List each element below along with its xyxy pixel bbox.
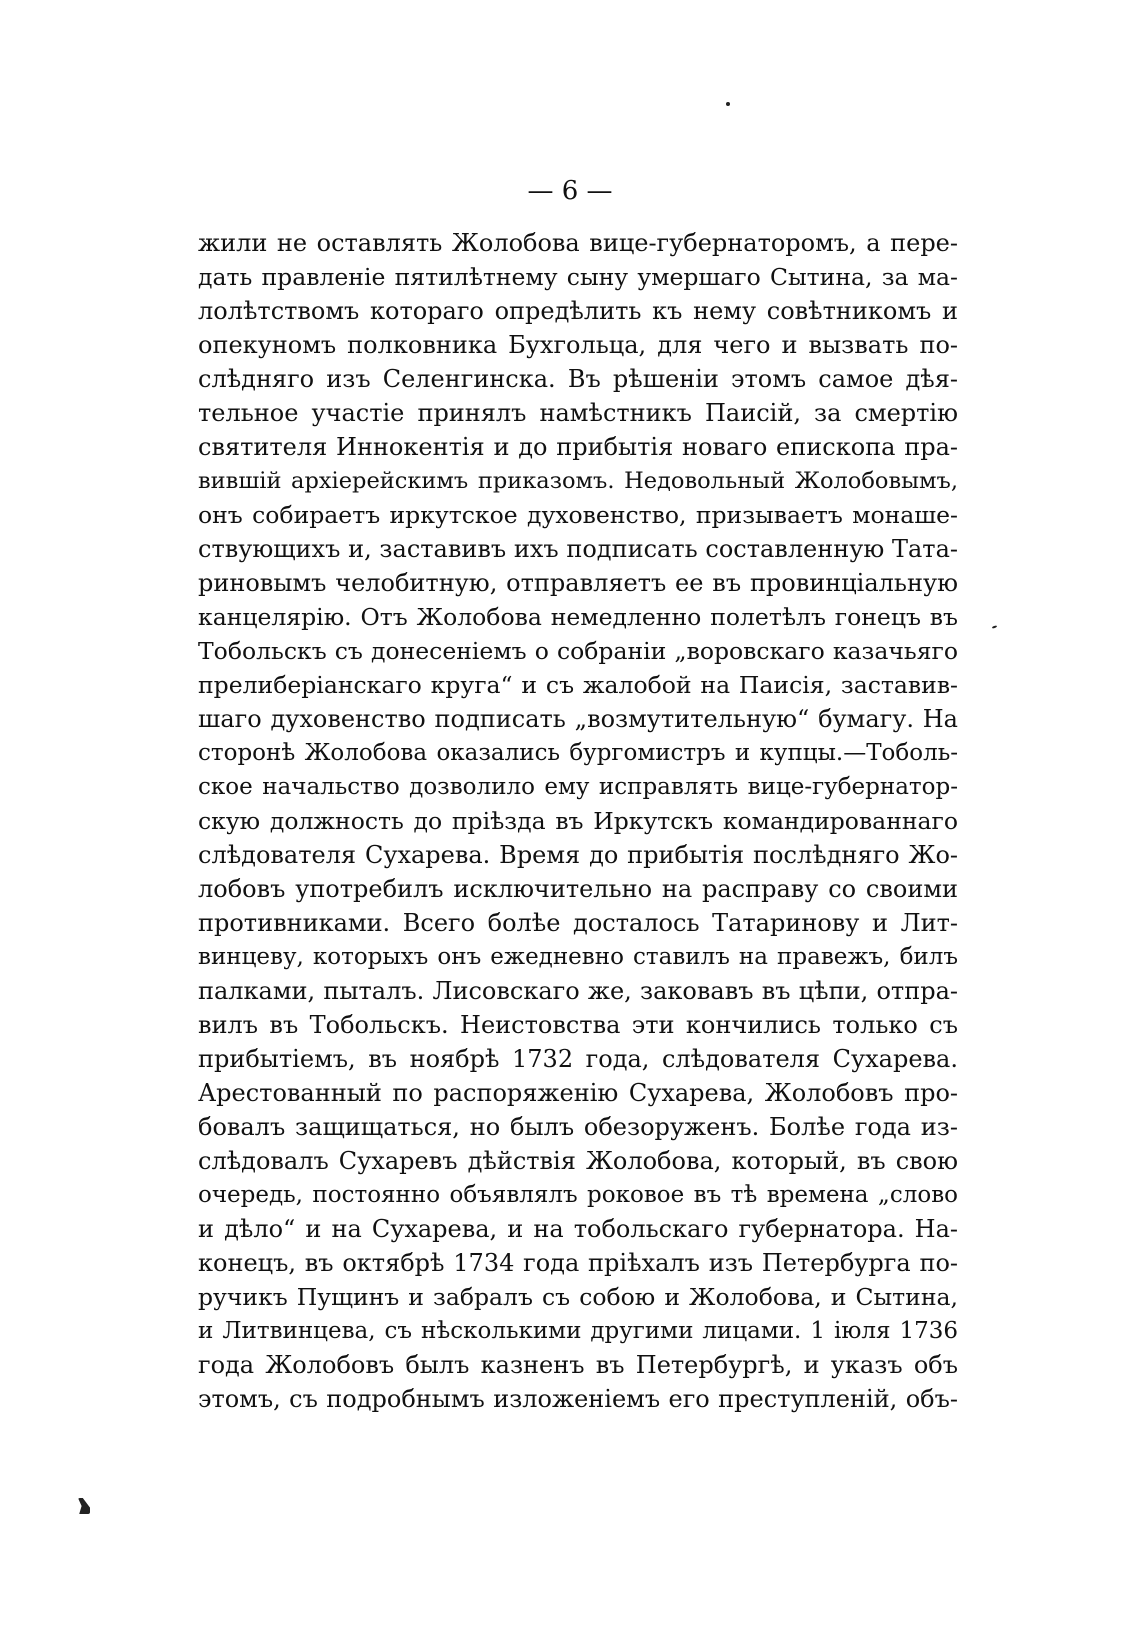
text-line: Тобольскъ съ донесеніемъ о собраніи „воровскаго казачьяго <box>198 637 958 665</box>
text-line: вилъ въ Тобольскъ. Неистовства эти кончились только съ <box>198 1011 958 1039</box>
text-line: онъ собираетъ иркутское духовенство, призываетъ монаше- <box>198 501 958 529</box>
ink-speck <box>992 625 997 629</box>
text-line: бовалъ защищаться, но былъ обезоруженъ. Болѣе года из- <box>198 1113 958 1141</box>
text-line: противниками. Всего болѣе досталось Татаринову и Лит- <box>198 909 958 937</box>
text-line: прибытіемъ, въ ноябрѣ 1732 года, слѣдователя Сухарева. <box>198 1045 958 1073</box>
page-number: — 6 — <box>527 176 613 206</box>
text-line: риновымъ челобитную, отправляетъ ее въ провинціальную <box>198 569 958 597</box>
body-text <box>198 226 958 1416</box>
ink-mark <box>78 1498 90 1514</box>
text-line: вившій архіерейскимъ приказомъ. Недовольный Жолобовымъ, <box>198 468 958 494</box>
text-line: канцелярію. Отъ Жолобова немедленно полетѣлъ гонецъ въ <box>198 603 958 631</box>
text-line: прелиберіанскаго круга“ и съ жалобой на Паисія, заставив- <box>198 671 958 699</box>
text-line: жили не оставлять Жолобова вице-губернаторомъ, а пере- <box>198 229 958 257</box>
text-line: ское начальство дозволило ему исправлять вице-губернатор- <box>198 774 958 800</box>
text-line: скую должность до пріѣзда въ Иркутскъ командированнаго <box>198 807 958 835</box>
text-line: ствующихъ и, заставивъ ихъ подписать составленную Тата- <box>198 535 958 563</box>
text-line: опекуномъ полковника Бухгольца, для чего и вызвать по- <box>198 331 958 359</box>
text-line: тельное участіе принялъ намѣстникъ Паисій, за смертію <box>198 399 958 427</box>
text-line: слѣдовалъ Сухаревъ дѣйствія Жолобова, который, въ свою <box>198 1147 958 1175</box>
text-line: и дѣло“ и на Сухарева, и на тобольскаго губернатора. На- <box>198 1215 958 1243</box>
text-line: слѣдователя Сухарева. Время до прибытія послѣдняго Жо- <box>198 841 958 869</box>
text-line: палками, пыталъ. Лисовскаго же, заковавъ въ цѣпи, отпра- <box>198 977 958 1005</box>
text-line: дать правленіе пятилѣтнему сыну умершаго Сытина, за ма- <box>198 263 958 291</box>
ink-speck <box>726 102 730 106</box>
text-line: сторонѣ Жолобова оказались бургомистръ и купцы.—Тоболь- <box>198 740 958 766</box>
text-line: лолѣтствомъ котораго опредѣлить къ нему совѣтникомъ и <box>198 297 958 325</box>
text-line: очередь, постоянно объявлялъ роковое въ тѣ времена „слово <box>198 1182 958 1208</box>
text-line: святителя Иннокентія и до прибытія новаго епископа пра- <box>198 433 958 461</box>
text-line: шаго духовенство подписать „возмутительную“ бумагу. На <box>198 705 958 733</box>
text-line: винцеву, которыхъ онъ ежедневно ставилъ на правежъ, билъ <box>198 944 958 970</box>
text-line: ручикъ Пущинъ и забралъ съ собою и Жолобова, и Сытина, <box>198 1283 958 1311</box>
text-line: этомъ, съ подробнымъ изложеніемъ его преступленій, объ- <box>198 1385 958 1413</box>
text-line: конецъ, въ октябрѣ 1734 года пріѣхалъ изъ Петербурга по- <box>198 1249 958 1277</box>
text-line: и Литвинцева, съ нѣсколькими другими лицами. 1 іюля 1736 <box>198 1318 958 1344</box>
text-line: лобовъ употребилъ исключительно на расправу со своими <box>198 875 958 903</box>
text-line: Арестованный по распоряженію Сухарева, Жолобовъ про- <box>198 1079 958 1107</box>
text-line: года Жолобовъ былъ казненъ въ Петербургѣ, и указъ объ <box>198 1351 958 1379</box>
text-line: слѣдняго изъ Селенгинска. Въ рѣшеніи этомъ самое дѣя- <box>198 365 958 393</box>
